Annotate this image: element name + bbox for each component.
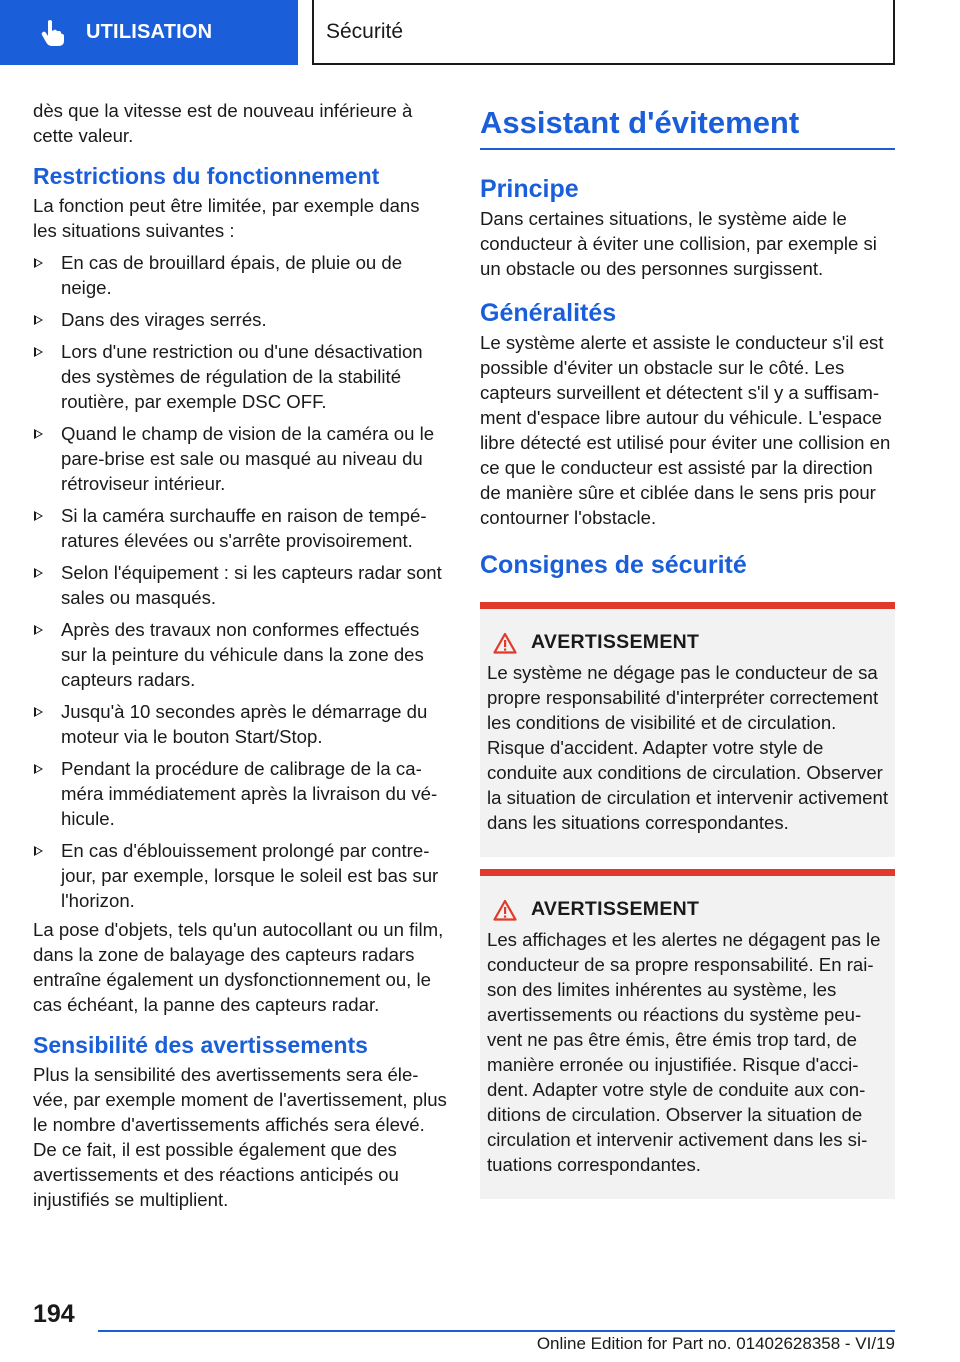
list-item: Pendant la procédure de calibrage de la caméra immédiatement après la livraison du véhicule.: [33, 756, 447, 831]
header-section-box: [312, 0, 895, 65]
general-heading: Généralités: [480, 299, 617, 327]
restrictions-list: [33, 250, 447, 913]
bullet-triangle-icon: [34, 315, 43, 325]
bullet-triangle-icon: [34, 707, 43, 717]
general-paragraph: Le système alerte et assiste le conducteur s'il est possible d'éviter un obstacle sur le côté. Les capteurs surveillent et détectent s'il y a suffisamment d'espace libre autour du véhicule. L'espace libre détecté est utilisé pour éviter une collision en ce que le conducteur est assisté par la direction de manière sûre et ciblée dans le sens pris pour contourner l'obstacle.: [480, 332, 891, 528]
bullet-triangle-icon: [34, 568, 43, 578]
header-tab: [0, 0, 298, 65]
warning-text: Le système ne dégage pas le conducteur de sa propre responsabilité d'interpréter correctement les conditions de visibilité et de circulation. Risque d'accident. Adapter votre style de conduite aux conditions de circulation. Observer la situation de circulation et intervenir activement dans les situations correspondantes.: [487, 662, 889, 833]
warning-title: AVERTISSEMENT: [531, 631, 700, 653]
bullet-triangle-icon: [34, 846, 43, 856]
hand-pointer-icon: [40, 19, 66, 47]
bullet-triangle-icon: [34, 347, 43, 357]
warning-title: AVERTISSEMENT: [531, 898, 700, 920]
warning-box: [480, 869, 895, 1199]
restrictions-heading: Restrictions du fonctionnement: [33, 163, 380, 189]
list-item: Quand le champ de vision de la caméra ou le pare-brise est sale ou masqué au niveau du rétroviseur intérieur.: [33, 421, 447, 496]
list-item: Selon l'équipement : si les capteurs radar sont sales ou masqués.: [33, 560, 447, 610]
bullet-triangle-icon: [34, 625, 43, 635]
right-column: [480, 104, 895, 1199]
intro-paragraph: dès que la vitesse est de nouveau inférieure à cette valeur.: [33, 100, 413, 146]
warning-header: [493, 898, 888, 921]
list-item: Si la caméra surchauffe en raison de températures élevées ou s'arrête provisoirement.: [33, 503, 447, 553]
list-item: En cas d'éblouissement prolongé par contre-jour, par exemple, lorsque le soleil est bas sur l'horizon.: [33, 838, 447, 913]
left-column: [33, 98, 447, 1212]
main-heading: Assistant d'évitement: [480, 105, 800, 140]
footer-rule: [98, 1330, 895, 1332]
safety-heading: Consignes de sécurité: [480, 551, 747, 579]
list-item: Lors d'une restriction ou d'une désactivation des systèmes de régulation de la stabilité routière, par exemple DSC OFF.: [33, 339, 447, 414]
list-item: Dans des virages serrés.: [33, 307, 447, 332]
bullet-triangle-icon: [34, 258, 43, 268]
warning-header: [493, 631, 888, 654]
heading-rule: [480, 148, 895, 150]
sensitivity-paragraph: Plus la sensibilité des avertissements sera élevée, par exemple moment de l'avertissement, plus le nombre d'avertissements affichés sera élevé. De ce fait, il est possible également que des avertissements et des réactions anticipés ou injustifiés se multiplient.: [33, 1064, 447, 1210]
list-item: Après des travaux non conformes effectués sur la peinture du véhicule dans la zone des capteurs radars.: [33, 617, 447, 692]
warning-triangle-icon: [493, 899, 517, 921]
restrictions-intro: La fonction peut être limitée, par exemple dans les situations suivantes :: [33, 195, 420, 241]
header-tab-label: UTILISATION: [86, 21, 213, 43]
bullet-triangle-icon: [34, 511, 43, 521]
list-item: En cas de brouillard épais, de pluie ou de neige.: [33, 250, 447, 300]
principle-heading: Principe: [480, 175, 579, 203]
warning-triangle-icon: [493, 632, 517, 654]
bullet-triangle-icon: [34, 429, 43, 439]
principle-paragraph: Dans certaines situations, le système aide le conducteur à éviter une collision, par exemple si un obstacle ou des personnes surgissent.: [480, 208, 877, 279]
bullet-triangle-icon: [34, 764, 43, 774]
restrictions-outro: La pose d'objets, tels qu'un autocollant ou un film, dans la zone de balayage des capteurs radars entraîne également un dysfonctionnement ou, le cas échéant, la panne des capteurs radar.: [33, 919, 444, 1015]
section-title: Sécurité: [326, 19, 404, 43]
sensitivity-heading: Sensibilité des avertissements: [33, 1032, 368, 1058]
warning-text: Les affichages et les alertes ne dégagent pas le conducteur de sa propre responsabilité. En raison des limites inhérentes au système, les avertissements ou réactions du système peuvent ne pas être émis, être émis trop tard, de manière erronée ou injustifiée. Risque d'accident. Adapter votre style de conduite aux conditions de circulation. Observer la situation de circulation et intervenir activement dans les situations correspondantes.: [487, 929, 881, 1175]
warning-box: [480, 602, 895, 857]
page-number: 194: [33, 1300, 75, 1328]
list-item: Jusqu'à 10 secondes après le démarrage du moteur via le bouton Start/Stop.: [33, 699, 447, 749]
edition-text: Online Edition for Part no. 01402628358 - VI/19: [536, 1334, 895, 1353]
